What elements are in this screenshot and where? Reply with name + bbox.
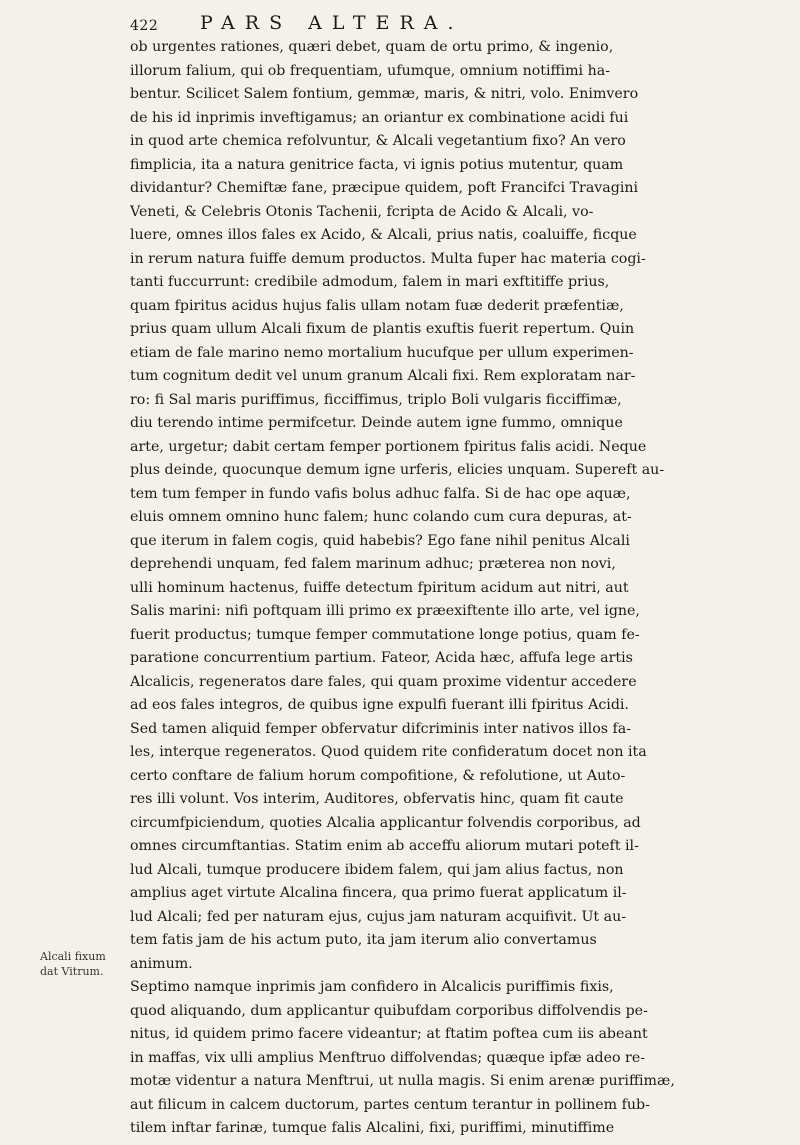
text-line: lud Alcali, tumque producere ibidem falem, qui jam alius factus, non xyxy=(130,861,624,878)
text-line: motæ videntur a natura Menftrui, ut nulla magis. Si enim arenæ puriffimæ, xyxy=(130,1073,675,1089)
text-line: plus deinde, quocunque demum igne urferis, elicies unquam. Supereft au- xyxy=(130,462,665,478)
text-line: tanti fuccurrunt: credibile admodum, falem in mari exftitiffe prius, xyxy=(130,274,610,290)
text-line: bentur. Scilicet Salem fontium, gemmæ, maris, & nitri, volo. Enimvero xyxy=(130,86,639,102)
text-line: arte, urgetur; dabit certam femper portionem fpiritus falis acidi. Neque xyxy=(130,438,647,455)
text-line: omnes circumftantias. Statim enim ab acceffu aliorum mutari poteft il- xyxy=(130,838,639,854)
text-line: ro: fi Sal maris puriffimus, ficciffimus, triplo Boli vulgaris ficciffimæ, xyxy=(130,391,622,408)
text-line: diu terendo intime permifcetur. Deinde autem igne fummo, omnique xyxy=(130,415,623,431)
text-line: Veneti, & Celebris Otonis Tachenii, fcripta de Acido & Alcali, vo- xyxy=(130,203,594,220)
text-line: etiam de fale marino nemo mortalium hucufque per ullum experimen- xyxy=(130,344,634,361)
text-line: lud Alcali; fed per naturam ejus, cujus jam naturam acquifivit. Ut au- xyxy=(130,908,627,925)
text-line: prius quam ullum Alcali fixum de plantis exuftis fuerit repertum. Quin xyxy=(130,321,635,337)
body-text xyxy=(130,36,775,1141)
text-line: luere, omnes illos fales ex Acido, & Alcali, prius natis, coaluiffe, ficque xyxy=(130,227,637,243)
text-line: res illi volunt. Vos interim, Auditores, obfervatis hinc, quam fit caute xyxy=(130,791,624,807)
text-line: les, interque regeneratos. Quod quidem rite confideratum docet non ita xyxy=(130,744,647,760)
page-number: 422 xyxy=(130,18,159,34)
text-line: ob urgentes rationes, quæri debet, quam de ortu primo, & ingenio, xyxy=(130,39,614,55)
text-line: ulli hominum hactenus, fuiffe detectum fpiritum acidum aut nitri, aut xyxy=(130,579,629,596)
text-line: que iterum in falem cogis, quid habebis? Ego fane nihil penitus Alcali xyxy=(130,532,630,549)
text-line: Sed tamen aliquid femper obfervatur difcriminis inter nativos illos fa- xyxy=(130,720,632,737)
text-line: animum. xyxy=(130,955,193,972)
marginal-note xyxy=(40,949,130,979)
marginal-note-line: Alcali fixum xyxy=(40,950,106,963)
text-line: paratione concurrentium partium. Fateor, Acida hæc, affufa lege artis xyxy=(130,650,633,666)
text-line: in quod arte chemica refolvuntur, & Alcali vegetantium fixo? An vero xyxy=(130,133,626,149)
text-line: Septimo namque inprimis jam confidero in Alcalicis puriffimis fixis, xyxy=(130,979,614,995)
text-line: tilem inftar farinæ, tumque falis Alcalini, fixi, puriffimi, minutiffime xyxy=(130,1120,615,1136)
text-line: dividantur? Chemiftæ fane, præcipue quidem, poft Francifci Travagini xyxy=(130,180,639,196)
text-line: tum cognitum dedit vel unum granum Alcali fixi. Rem exploratam nar- xyxy=(130,368,636,384)
text-line: quod aliquando, dum applicantur quibufdam corporibus diffolvendis pe- xyxy=(130,1002,648,1019)
text-line: aut filicum in calcem ductorum, partes centum terantur in pollinem fub- xyxy=(130,1096,650,1113)
text-line: illorum falium, qui ob frequentiam, ufumque, omnium notiffimi ha- xyxy=(130,62,610,79)
text-line: eluis omnem omnino hunc falem; hunc colando cum cura depuras, at- xyxy=(130,509,632,525)
text-line: in maffas, vix ulli amplius Menftruo diffolvendas; quæque ipfæ adeo re- xyxy=(130,1049,646,1066)
running-head: PARS ALTERA. xyxy=(200,12,464,34)
text-line: quam fpiritus acidus hujus falis ullam notam fuæ dederit præfentiæ, xyxy=(130,297,624,314)
text-line: certo conftare de falium horum compofitione, & refolutione, ut Auto- xyxy=(130,767,626,784)
text-line: fimplicia, ita a natura genitrice facta, vi ignis potius mutentur, quam xyxy=(130,156,624,173)
text-line: ad eos fales integros, de quibus igne expulfi fuerant illi fpiritus Acidi. xyxy=(130,697,629,713)
text-line: tem tum femper in fundo vafis bolus adhuc falfa. Si de hac ope aquæ, xyxy=(130,485,631,502)
text-line: circumfpiciendum, quoties Alcalia applicantur folvendis corporibus, ad xyxy=(130,814,641,831)
marginal-note-line: dat Vitrum. xyxy=(40,965,104,978)
text-line: de his id inprimis inveftigamus; an oriantur ex combinatione acidi fui xyxy=(130,109,629,126)
text-line: in rerum natura fuiffe demum productos. Multa fuper hac materia cogi- xyxy=(130,250,646,267)
text-line: deprehendi unquam, fed falem marinum adhuc; præterea non novi, xyxy=(130,556,616,572)
text-line: Alcalicis, regeneratos dare fales, qui quam proxime videntur accedere xyxy=(130,673,637,690)
text-line: nitus, id quidem primo facere videantur; at ftatim poftea cum iis abeant xyxy=(130,1026,648,1042)
text-line: Salis marini: nifi poftquam illi primo ex præexiftente illo arte, vel igne, xyxy=(130,603,640,619)
text-line: amplius aget virtute Alcalina fincera, qua primo fuerat applicatum il- xyxy=(130,885,627,901)
text-line: tem fatis jam de his actum puto, ita jam iterum alio convertamus xyxy=(130,932,597,948)
text-line: fuerit productus; tumque femper commutatione longe potius, quam fe- xyxy=(130,626,640,643)
page-header xyxy=(130,8,750,36)
